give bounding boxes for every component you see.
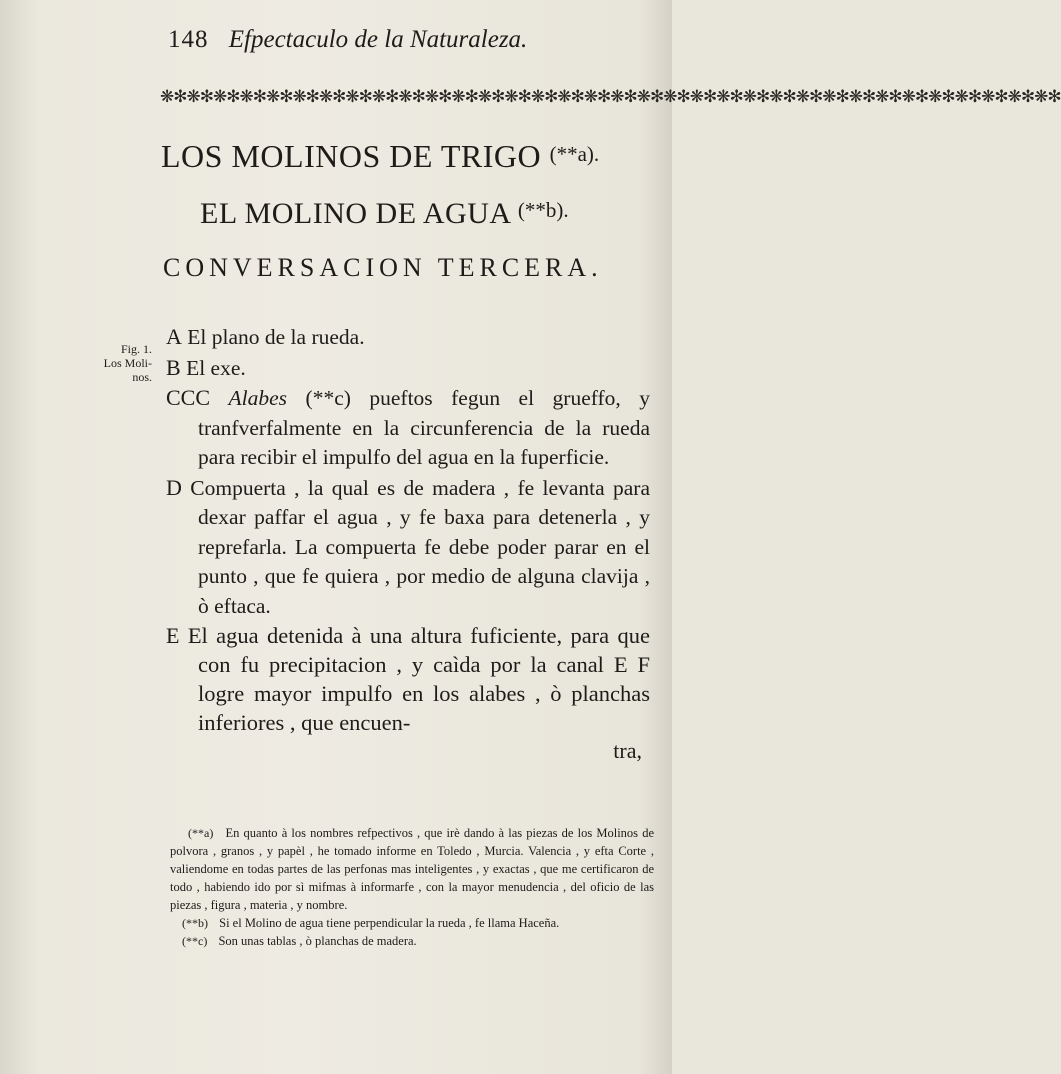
- legend-text: El exe.: [186, 355, 246, 380]
- section-title: [200, 197, 569, 231]
- legend-entry-e: [166, 621, 650, 737]
- footnote-ref-a: (**a).: [549, 142, 600, 166]
- legend-letter: E: [166, 623, 180, 648]
- legend-term: Alabes: [228, 386, 288, 410]
- ornamental-border: ❋✻❋✻❋✻❋✻❋✻❋✻❋✻❋✻❋✻❋✻❋✻❋✻❋✻❋✻❋✻❋✻❋✻❋✻❋✻❋✻❋✻❋✻❋✻❋✻❋✻❋✻❋✻❋✻❋✻❋✻❋✻❋✻❋✻❋✻: [160, 87, 1061, 107]
- footnote-mark: (**b): [182, 916, 208, 930]
- footnote-mark: (**c): [182, 934, 208, 948]
- body-text: [166, 322, 650, 765]
- chapter-title: [161, 138, 599, 175]
- margin-note-line: Los Moli-: [103, 356, 152, 370]
- footnote-a: [170, 824, 654, 914]
- running-header: [168, 26, 638, 60]
- legend-entry-d: [166, 473, 650, 622]
- footnote-c: [170, 932, 654, 950]
- footnote-mark: (**a): [188, 826, 214, 840]
- footnote-text: Son unas tablas , ò planchas de madera.: [218, 934, 417, 948]
- footnote-text: En quanto à los nombres refpectivos , que irè dando à las piezas de los Molinos de polvora , granos , y papèl , he tomado informe en Toledo , Murcia. Valencia , y efta Corte , valiendome en todas partes de las perfonas mas inteligentes , y exactas , que me certificaron de todo , habiendo ido por sì mifmas à informarfe , con la mayor menudencia , del oficio de las piezas , figura , materia , y nombre.: [170, 826, 654, 912]
- legend-letter: CCC: [166, 385, 211, 410]
- footnotes: [170, 824, 654, 950]
- legend-entry-c: [166, 383, 650, 473]
- page-number: 148: [168, 26, 209, 53]
- legend-letter: D: [166, 474, 182, 500]
- section-title-text: EL MOLINO DE AGUA: [200, 197, 510, 230]
- legend-letter: A: [166, 324, 182, 349]
- running-title: Efpectaculo de la Naturaleza.: [228, 26, 528, 53]
- margin-note: [62, 342, 152, 384]
- legend-text: El agua detenida à una altura fuficiente, para que con fu precipitacion , y caìda por la canal E F logre mayor impulfo en los alabes , ò planchas inferiores , que encuen-: [187, 623, 651, 735]
- legend-letter: B: [166, 354, 181, 380]
- legend-text: El plano de la rueda.: [187, 325, 365, 349]
- footnote-text: Si el Molino de agua tiene perpendicular la rueda , fe llama Haceña.: [219, 916, 560, 930]
- legend-entry-a: [166, 322, 650, 353]
- footnote-ref-b: (**b).: [517, 198, 569, 222]
- conversation-heading: CONVERSACION TERCERA.: [163, 253, 603, 282]
- margin-note-line: nos.: [132, 370, 152, 384]
- margin-note-figure: Fig. 1.: [120, 342, 152, 356]
- chapter-title-text: LOS MOLINOS DE TRIGO: [161, 138, 542, 174]
- legend-text: (**c) pueftos fegun el grueffo, y tranfverfalmente en la circunferencia de la rueda para recibir el impulfo del agua en la fuperficie.: [198, 386, 651, 469]
- legend-text: Compuerta , la qual es de madera , fe levanta para dexar paffar el agua , y fe baxa para detenerla , y reprefarla. La compuerta fe debe poder parar en el punto , que fe quiera , por medio de alguna clavija , ò eftaca.: [190, 475, 650, 618]
- catchword: tra,: [613, 738, 642, 763]
- legend-entry-b: [166, 353, 650, 384]
- footnote-b: [170, 914, 654, 932]
